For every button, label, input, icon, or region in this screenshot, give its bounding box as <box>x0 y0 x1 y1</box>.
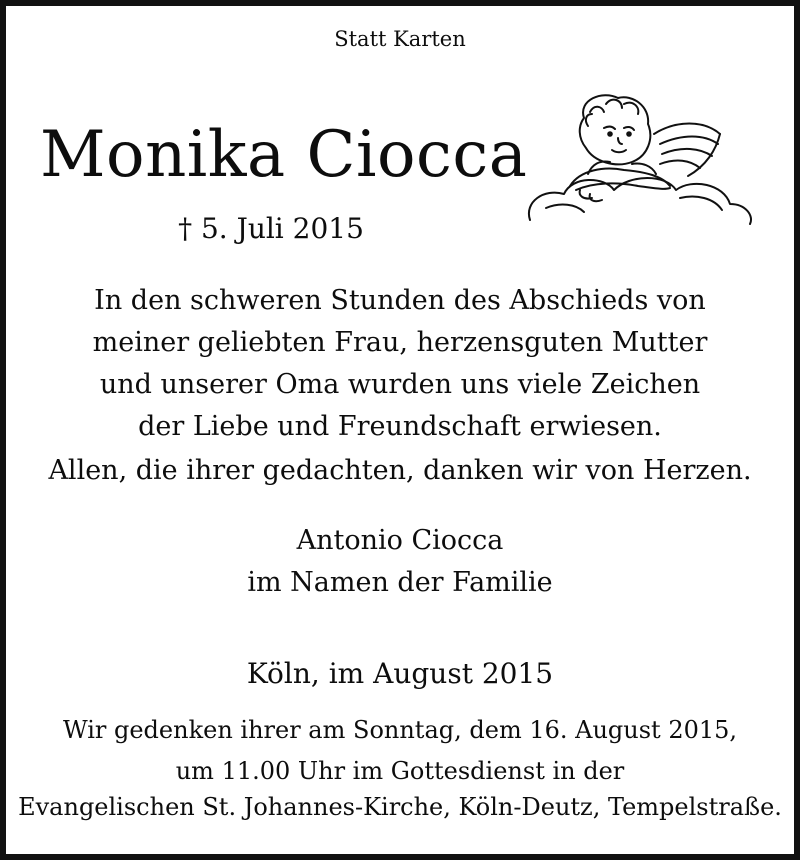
message-line: In den schweren Stunden des Abschieds von <box>94 285 706 316</box>
service-line: Evangelischen St. Johannes-Kirche, Köln-Deutz, Tempelstraße. <box>18 793 782 821</box>
message-line: der Liebe und Freundschaft erwiesen. <box>138 411 662 442</box>
thanks-line: Allen, die ihrer gedachten, danken wir von Herzen. <box>48 455 752 486</box>
place-and-date: Köln, im August 2015 <box>246 657 554 690</box>
cherub-on-cloud-icon <box>520 90 760 230</box>
message-line: meiner geliebten Frau, herzensguten Mutter <box>92 327 708 358</box>
service-line: Wir gedenken ihrer am Sonntag, dem 16. August 2015, <box>62 716 738 744</box>
signatory-role: im Namen der Familie <box>247 567 553 598</box>
death-date: † 5. Juli 2015 <box>178 212 364 245</box>
signatory-name: Antonio Ciocca <box>296 525 504 556</box>
deceased-name: Monika Ciocca <box>40 118 528 192</box>
statt-karten-label: Statt Karten <box>334 27 466 51</box>
message-line: und unserer Oma wurden uns viele Zeichen <box>99 369 701 400</box>
service-line: um 11.00 Uhr im Gottesdienst in der <box>175 757 625 785</box>
